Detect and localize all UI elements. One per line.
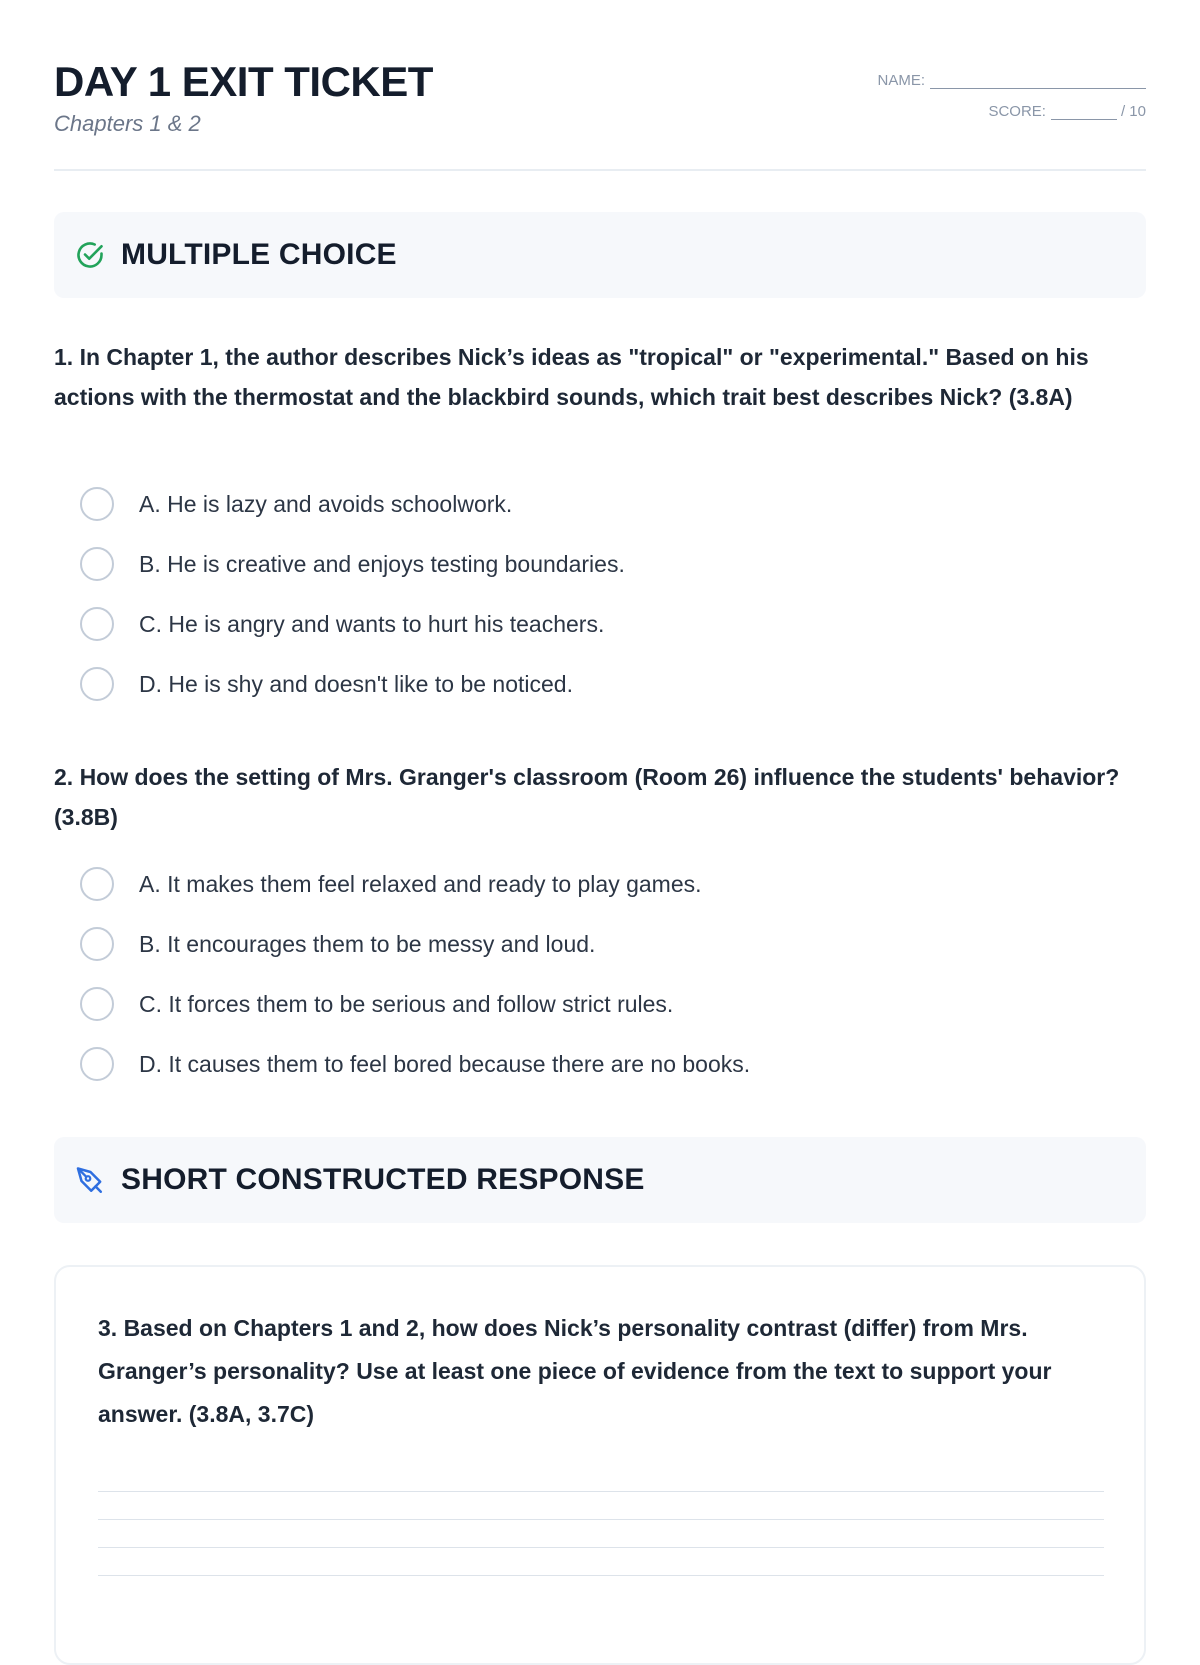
radio-button[interactable] — [80, 867, 114, 901]
radio-button[interactable] — [80, 927, 114, 961]
multiple-choice-header — [54, 212, 1146, 298]
option-label: D. It causes them to feel bored because there are no books. — [139, 1051, 751, 1077]
pen-nib-icon — [74, 1164, 106, 1196]
answer-line — [98, 1491, 1104, 1492]
name-field[interactable] — [930, 74, 1146, 89]
option-label: A. It makes them feel relaxed and ready to play games. — [139, 871, 702, 897]
question-1-option-a[interactable] — [80, 474, 1080, 534]
section-title-short-response: SHORT CONSTRUCTED RESPONSE — [121, 1163, 645, 1196]
question-1-option-d[interactable] — [80, 654, 1080, 714]
answer-line — [98, 1547, 1104, 1548]
answer-line — [98, 1519, 1104, 1520]
score-label: SCORE: — [988, 103, 1046, 120]
name-line — [877, 69, 1146, 89]
option-label: D. He is shy and doesn't like to be noticed. — [139, 671, 573, 697]
answer-line — [98, 1575, 1104, 1576]
score-line — [877, 100, 1146, 120]
question-2-text: 2. How does the setting of Mrs. Granger's classroom (Room 26) influence the students' behavior? (3.8B) — [54, 764, 1120, 830]
check-circle-icon — [74, 239, 106, 271]
radio-button[interactable] — [80, 487, 114, 521]
question-1-options — [80, 474, 1080, 714]
score-field[interactable] — [1051, 105, 1117, 120]
page-subtitle: Chapters 1 & 2 — [54, 111, 201, 136]
question-2-option-c[interactable] — [80, 974, 1080, 1034]
option-label: C. It forces them to be serious and follow strict rules. — [139, 991, 674, 1017]
question-2-option-d[interactable] — [80, 1034, 1080, 1094]
question-1-option-b[interactable] — [80, 534, 1080, 594]
option-label: C. He is angry and wants to hurt his teachers. — [139, 611, 605, 637]
radio-button[interactable] — [80, 987, 114, 1021]
option-label: B. It encourages them to be messy and loud. — [139, 931, 596, 957]
radio-button[interactable] — [80, 547, 114, 581]
option-label: A. He is lazy and avoids schoolwork. — [139, 491, 513, 517]
radio-button[interactable] — [80, 607, 114, 641]
page-title: DAY 1 EXIT TICKET — [54, 58, 433, 105]
radio-button[interactable] — [80, 667, 114, 701]
worksheet-header — [54, 54, 1146, 171]
question-1-option-c[interactable] — [80, 594, 1080, 654]
student-meta — [877, 69, 1146, 120]
section-title-multiple-choice: MULTIPLE CHOICE — [121, 238, 397, 271]
question-2-options — [80, 854, 1080, 1094]
question-1-text: 1. In Chapter 1, the author describes Nick’s ideas as "tropical" or "experimental." Based on his actions with the thermostat and the blackbird sounds, which trait best describes Nick? (3.8A) — [54, 344, 1089, 410]
radio-button[interactable] — [80, 1047, 114, 1081]
question-3-text: 3. Based on Chapters 1 and 2, how does Nick’s personality contrast (differ) from Mrs. Granger’s personality? Use at least one piece of evidence from the text to support your answer. (3.8A, 3.7C) — [98, 1315, 1052, 1427]
short-response-header — [54, 1137, 1146, 1223]
answer-writing-area[interactable] — [98, 1491, 1104, 1611]
score-total: / 10 — [1120, 103, 1146, 120]
question-2-option-a[interactable] — [80, 854, 1080, 914]
name-label: NAME: — [877, 72, 925, 89]
option-label: B. He is creative and enjoys testing boundaries. — [139, 551, 625, 577]
short-response-card — [54, 1265, 1146, 1665]
question-2-option-b[interactable] — [80, 914, 1080, 974]
